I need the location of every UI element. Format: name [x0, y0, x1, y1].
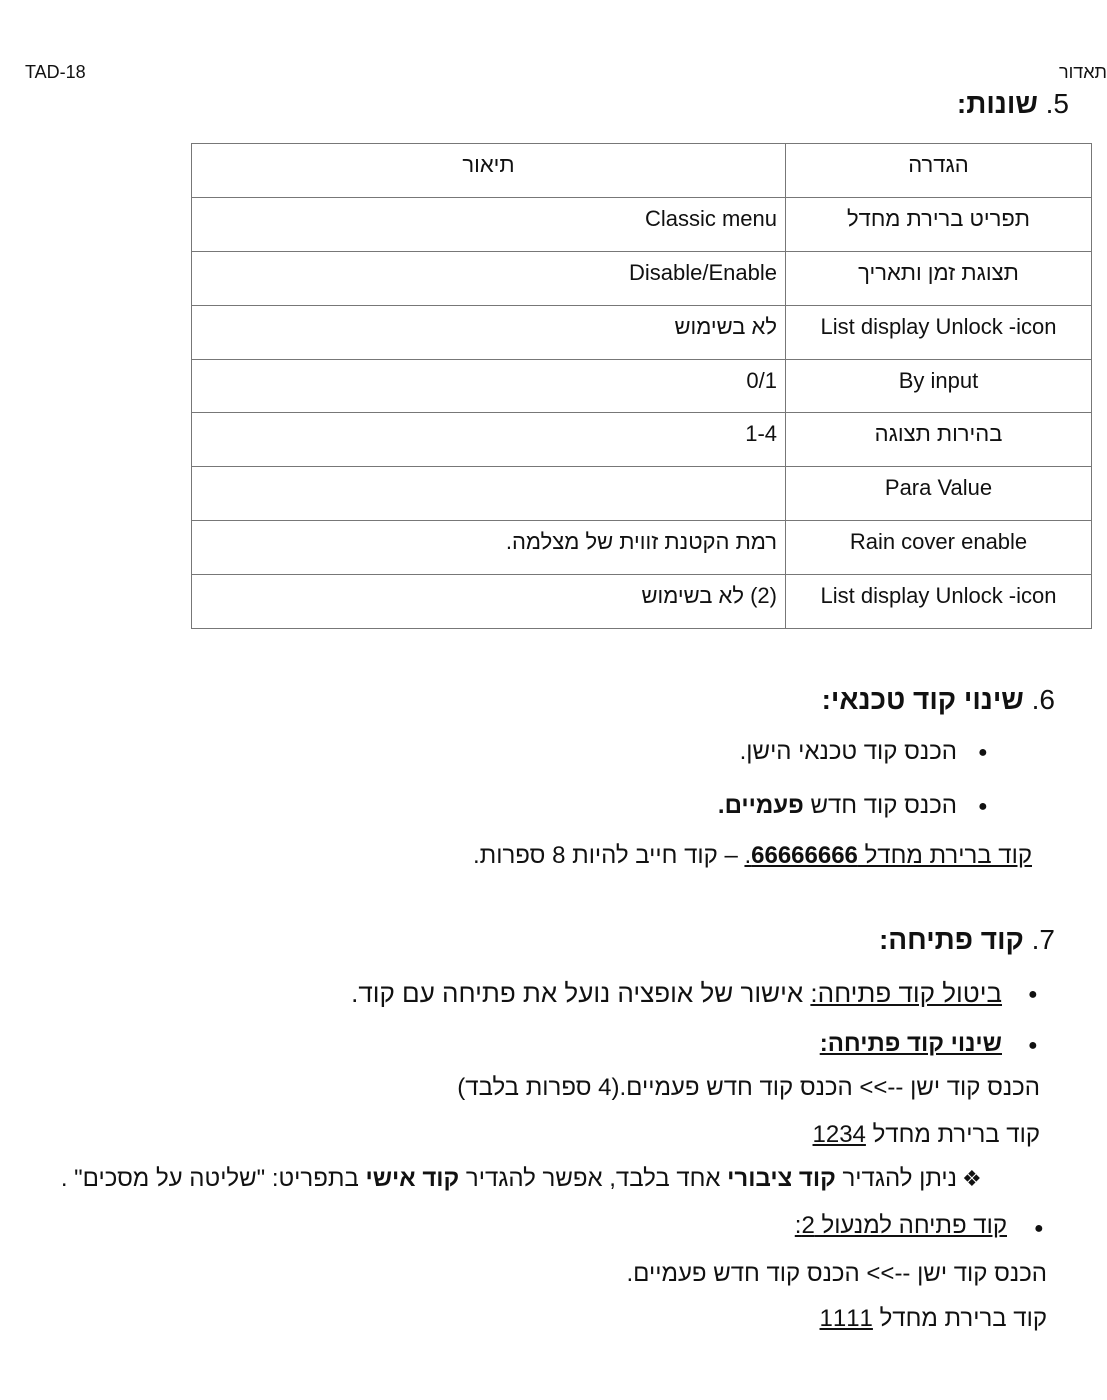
section7-bullet-1 — [351, 978, 1002, 1009]
default-code-value: 1234 — [812, 1121, 866, 1148]
bullet-icon: ● — [978, 744, 988, 761]
section7-bullet-3 — [795, 1212, 1007, 1240]
row-description: Disable/Enable — [192, 251, 786, 305]
section-6-heading — [822, 684, 1055, 716]
row-definition: Rain cover enable — [786, 521, 1092, 575]
table-header-row — [192, 144, 1092, 198]
section-number: 5. — [1045, 88, 1069, 119]
section-number: 6. — [1031, 684, 1055, 715]
row-definition: בהירות תצוגה — [786, 413, 1092, 467]
row-description: Classic menu — [192, 197, 786, 251]
table-row — [192, 197, 1092, 251]
four-diamond-icon: ❖ — [962, 1166, 982, 1191]
text-part: אחד בלבד, אפשר להגדיר — [459, 1165, 728, 1192]
section-number: 7. — [1031, 924, 1055, 955]
header-definition: הגדרה — [786, 144, 1092, 198]
lock2-instruction: הכנס קוד ישן -->> הכנס קוד חדש פעמיים. — [626, 1260, 1047, 1287]
bullet-icon: ● — [1028, 1037, 1038, 1054]
bullet-icon: ● — [1028, 986, 1038, 1003]
emphasis-text: פעמיים — [724, 792, 804, 819]
text-part: בתפריט: "שליטה על מסכים" . — [60, 1165, 366, 1192]
open-code-default — [813, 1121, 1040, 1149]
row-definition: Para Value — [786, 467, 1092, 521]
table-row — [192, 251, 1092, 305]
change-code-instruction: הכנס קוד ישן -->> הכנס קוד חדש פעמיים.(4 ספרות בלבד) — [457, 1074, 1040, 1101]
table-row — [192, 467, 1092, 521]
row-description: 1-4 — [192, 413, 786, 467]
settings-table — [191, 143, 1092, 629]
section-title: שינוי קוד טכנאי: — [821, 684, 1024, 715]
lock2-default — [820, 1305, 1047, 1333]
text-part: קוד ברירת מחדל — [872, 1305, 1047, 1332]
bullet-label: ביטול קוד פתיחה: — [810, 978, 1002, 1008]
text-part: קוד ברירת מחדל — [865, 1121, 1040, 1148]
technician-default-code — [473, 842, 1032, 870]
table-row — [192, 359, 1092, 413]
section-7-heading — [879, 924, 1055, 956]
text-part: – קוד חייב להיות 8 ספרות. — [472, 842, 745, 869]
bullet-label: שינוי קוד פתיחה: — [819, 1030, 1002, 1057]
row-description — [192, 467, 786, 521]
bullet-icon: ● — [978, 798, 988, 815]
company-name: תאדור — [1058, 62, 1107, 82]
public-code-text: קוד ציבורי — [727, 1165, 836, 1192]
bullet-icon: ● — [1034, 1220, 1044, 1237]
text-part: קוד ברירת מחדל — [857, 842, 1032, 869]
row-definition: תפריט ברירת מחדל — [786, 197, 1092, 251]
section6-bullet-2 — [718, 792, 957, 820]
header-description: תיאור — [192, 144, 786, 198]
row-description: לא בשימוש — [192, 305, 786, 359]
section6-bullet-1: הכנס קוד טכנאי הישן. — [739, 738, 957, 765]
table-row — [192, 575, 1092, 629]
text-part: אישור של אופציה נועל את פתיחה עם קוד. — [351, 978, 811, 1008]
text-part: . — [717, 792, 725, 819]
table-row — [192, 521, 1092, 575]
row-definition: תצוגת זמן ותאריך — [786, 251, 1092, 305]
default-code-value: 66666666 — [751, 842, 858, 869]
table-row — [192, 305, 1092, 359]
table-row — [192, 413, 1092, 467]
section-5-heading — [957, 88, 1069, 120]
text-part: ניתן להגדיר — [835, 1165, 957, 1192]
document-code: TAD-18 — [25, 62, 86, 82]
bullet-label: קוד פתיחה למנעול 2: — [794, 1212, 1007, 1239]
text-part: . — [744, 842, 752, 869]
row-definition: List display Unlock -icon — [786, 575, 1092, 629]
code-note — [61, 1165, 957, 1193]
personal-code-text: קוד אישי — [365, 1165, 460, 1192]
row-definition: List display Unlock -icon — [786, 305, 1092, 359]
row-description: רמת הקטנת זווית של מצלמה. — [192, 521, 786, 575]
section-title: שונות: — [956, 88, 1038, 119]
row-description: 0/1 — [192, 359, 786, 413]
default-code-value: 1111 — [819, 1305, 873, 1332]
section7-bullet-2 — [820, 1030, 1002, 1058]
section-title: קוד פתיחה: — [878, 924, 1024, 955]
text-part: הכנס קוד חדש — [803, 792, 957, 819]
row-description: (2) לא בשימוש — [192, 575, 786, 629]
row-definition: By input — [786, 359, 1092, 413]
